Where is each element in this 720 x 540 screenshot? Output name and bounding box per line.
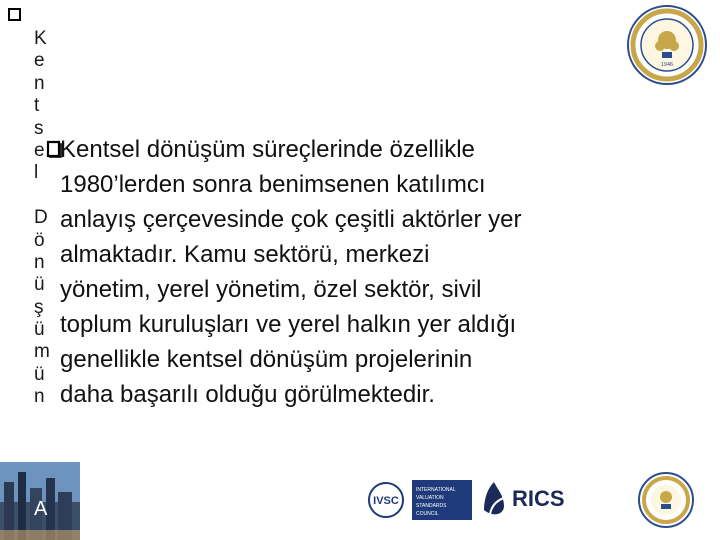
body-line: Kentsel dönüşüm süreçlerinde özellikle: [60, 132, 710, 167]
footer-band: [0, 462, 720, 540]
body-line: genellikle kentsel dönüşüm projelerinin: [60, 346, 473, 373]
title-letter: K: [34, 28, 47, 49]
title-letter: m: [34, 341, 50, 363]
rics-logo-icon: [474, 470, 582, 526]
university-seal-small-icon: [630, 470, 702, 530]
svg-text:VALUATION: VALUATION: [416, 495, 444, 501]
svg-text:INTERNATIONAL: INTERNATIONAL: [416, 487, 456, 493]
title-bullet-icon: [8, 8, 21, 21]
svg-text:RICS: RICS: [512, 486, 565, 511]
title-letter: [34, 185, 48, 207]
body-line: yönetim, yerel yönetim, özel sektör, sivil: [60, 276, 482, 303]
svg-text:IVSC: IVSC: [373, 495, 399, 507]
title-letter: e: [34, 139, 45, 161]
title-letter: e: [34, 50, 45, 72]
title-letter: ü: [34, 319, 45, 341]
svg-text:COUNCIL: COUNCIL: [416, 511, 439, 517]
title-letter: n: [34, 386, 45, 408]
body-line: 1980’lerden sonra benimsenen katılımcı: [60, 171, 486, 198]
title-letter: ö: [34, 229, 45, 251]
body-line: anlayış çerçevesinde çok çeşitli aktörler yer: [60, 206, 522, 233]
ivsc-logo-icon: [366, 474, 474, 526]
title-letter: t: [34, 95, 40, 117]
title-letter: l: [34, 162, 39, 184]
slide-body: [60, 132, 710, 412]
vertical-slide-title: [34, 28, 48, 409]
body-line: daha başarılı olduğu görülmektedir.: [60, 381, 435, 408]
university-seal-icon: [626, 4, 708, 86]
body-line: toplum kuruluşları ve yerel halkın yer aldığı: [60, 311, 517, 338]
vertical-title-continuation: A: [34, 498, 48, 520]
title-letter: ş: [34, 296, 44, 318]
body-line: almaktadır. Kamu sektörü, merkezi: [60, 241, 430, 268]
title-letter: s: [34, 117, 44, 139]
title-letter: n: [34, 251, 45, 273]
svg-text:1946: 1946: [660, 62, 674, 68]
title-letter: n: [34, 72, 45, 94]
svg-text:STANDARDS: STANDARDS: [416, 503, 447, 509]
title-letter: D: [34, 207, 48, 229]
checkbox-bullet-icon: [46, 140, 62, 158]
title-letter: ü: [34, 363, 45, 385]
title-letter: ü: [34, 274, 45, 296]
